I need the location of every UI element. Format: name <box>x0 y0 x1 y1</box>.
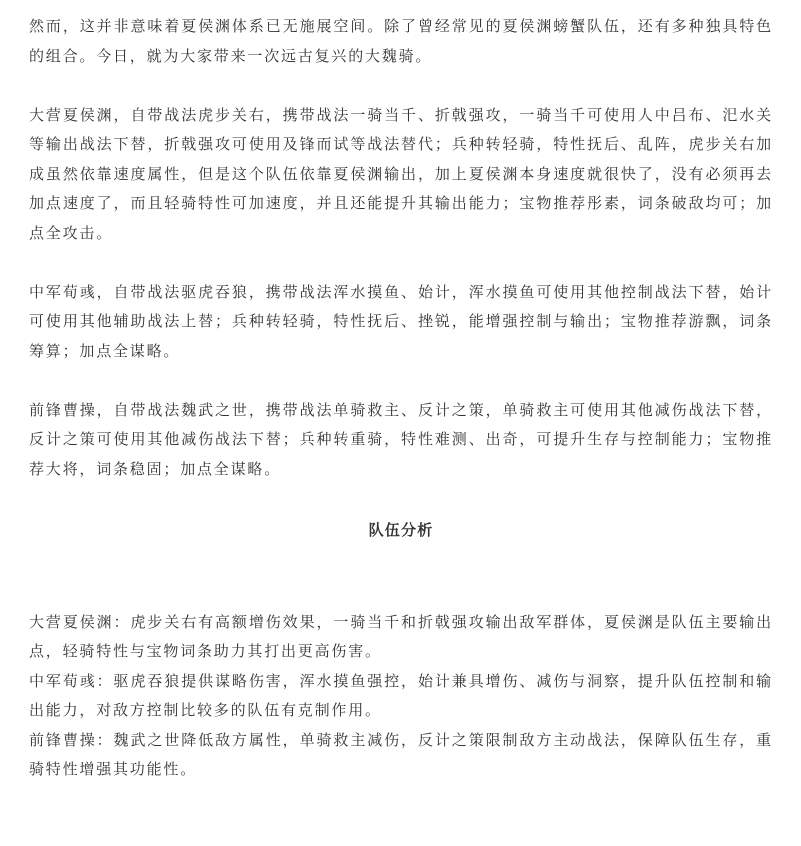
vanguard-camp-xiahouyuan-paragraph: 大营夏侯渊，自带战法虎步关右，携带战法一骑当千、折戟强攻，一骑当千可使用人中吕布、汜水关等输出战法下替，折戟强攻可使用及锋而试等战法替代；兵种转轻骑，特性抚后、乱阵，虎步关右加成虽然依靠速度属性，但是这个队伍依靠夏侯渊输出，加上夏侯渊本身速度就很快了，没有必须再去加点速度了，而且轻骑特性可加速度，并且还能提升其输出能力；宝物推荐彤素，词条破敌均可；加点全攻击。 <box>29 105 773 242</box>
front-caocao-paragraph: 前锋曹操，自带战法魏武之世，携带战法单骑救主、反计之策，单骑救主可使用其他减伤战法下替，反计之策可使用其他减伤战法下替；兵种转重骑，特性难测、出奇，可提升生存与控制能力；宝物推荐大将，词条稳固；加点全谋略。 <box>29 400 773 478</box>
middle-army-xunyu-paragraph: 中军荀彧，自带战法驱虎吞狼，携带战法浑水摸鱼、始计，浑水摸鱼可使用其他控制战法下替，始计可使用其他辅助战法上替；兵种转轻骑，特性抚后、挫锐，能增强控制与输出；宝物推荐游飘，词条筹算；加点全谋略。 <box>29 282 773 360</box>
analysis-xiahouyuan: 大营夏侯渊：虎步关右有高额增伤效果，一骑当千和折戟强攻输出敌军群体，夏侯渊是队伍主要输出点，轻骑特性与宝物词条助力其打出更高伤害。 <box>29 612 773 660</box>
intro-paragraph: 然而，这并非意味着夏侯渊体系已无施展空间。除了曾经常见的夏侯渊螃蟹队伍，还有多种独具特色的组合。今日，就为大家带来一次远古复兴的大魏骑。 <box>29 17 773 65</box>
lineup-description <box>29 12 773 484</box>
analysis-xunyu: 中军荀彧：驱虎吞狼提供谋略伤害，浑水摸鱼强控，始计兼具增伤、减伤与洞察，提升队伍控制和输出能力，对敌方控制比较多的队伍有克制作用。 <box>29 671 773 719</box>
analysis-caocao: 前锋曹操：魏武之世降低敌方属性，单骑救主减伤，反计之策限制敌方主动战法，保障队伍生存，重骑特性增强其功能性。 <box>29 730 773 778</box>
section-title-team-analysis: 队伍分析 <box>368 521 434 539</box>
team-analysis <box>29 608 773 785</box>
